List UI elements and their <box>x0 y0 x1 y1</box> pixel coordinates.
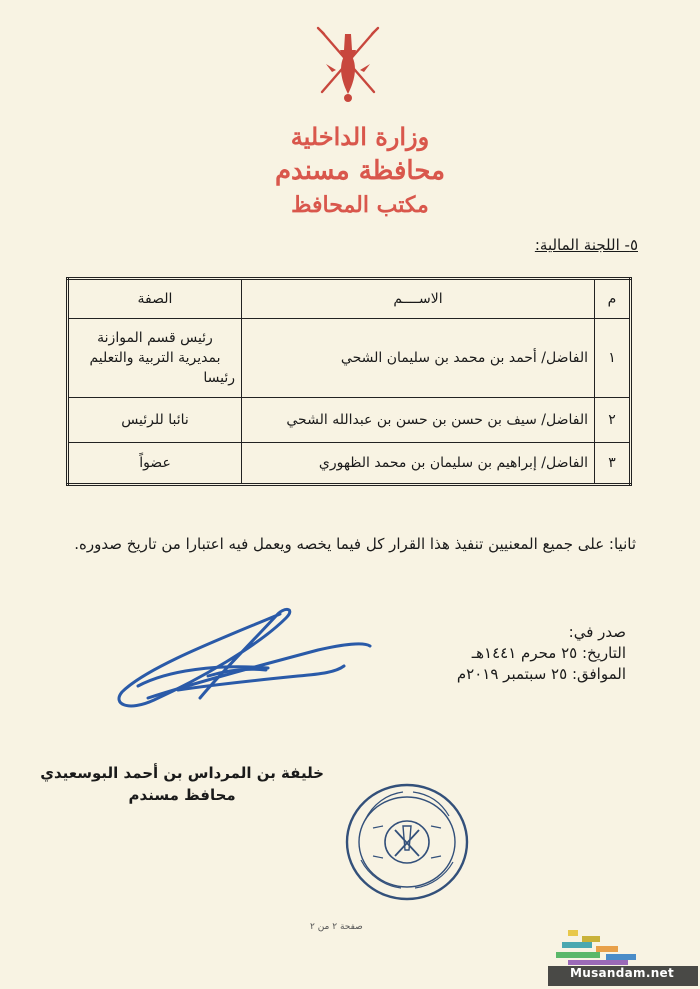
row-role-line: بمديرية التربية والتعليم <box>89 350 221 366</box>
governorate-name: محافظة مسندم <box>274 156 446 186</box>
committee-table <box>66 277 632 486</box>
row-name: الفاضل/ سيف بن حسن بن حسن بن عبدالله الشحي <box>242 398 595 443</box>
row-name: الفاضل/ أحمد بن محمد بن سليمان الشحي <box>242 319 595 398</box>
table-row <box>68 443 631 485</box>
issue-equivalent-date: الموافق: ٢٥ سبتمبر ٢٠١٩م <box>456 665 626 683</box>
row-name: الفاضل/ إبراهيم بن سليمان بن محمد الظهوري <box>242 443 595 485</box>
oman-emblem-icon <box>312 24 384 106</box>
ministry-name: وزارة الداخلية <box>290 122 430 151</box>
signer-block <box>40 762 324 806</box>
issue-block <box>457 622 626 685</box>
signer-title: محافظ مسندم <box>128 786 236 804</box>
row-role: عضواً <box>68 443 242 485</box>
row-num: ٢ <box>595 398 631 443</box>
issue-date: التاريخ: ٢٥ محرم ١٤٤١هـ <box>471 644 626 662</box>
watermark-text: Musandam.net <box>570 966 675 980</box>
page-number: صفحة ٢ من ٢ <box>310 922 363 932</box>
row-num: ١ <box>595 319 631 398</box>
issue-label: صدر في: <box>568 623 626 641</box>
table-row <box>68 398 631 443</box>
ministry-heading <box>230 120 490 222</box>
row-num: ٣ <box>595 443 631 485</box>
office-name: مكتب المحافظ <box>291 192 429 218</box>
table-row <box>68 319 631 398</box>
official-stamp-icon <box>343 780 471 904</box>
row-role <box>68 319 242 398</box>
row-role-line: رئيسا <box>203 370 235 386</box>
row-role-line: رئيس قسم الموازنة <box>97 330 213 346</box>
section-title: ٥- اللجنة المالية: <box>534 236 638 254</box>
decision-paragraph: ثانيا: على جميع المعنيين تنفيذ هذا القرار كل فيما يخصه ويعمل فيه اعتبارا من تاريخ صدوره. <box>74 535 636 553</box>
table-header-row <box>68 279 631 319</box>
row-role: نائبا للرئيس <box>68 398 242 443</box>
header-name: الاســــم <box>242 279 595 319</box>
header-role: الصفة <box>68 279 242 319</box>
signer-name: خليفة بن المرداس بن أحمد البوسعيدي <box>40 764 324 782</box>
header-num: م <box>595 279 631 319</box>
signature-icon <box>108 606 378 718</box>
